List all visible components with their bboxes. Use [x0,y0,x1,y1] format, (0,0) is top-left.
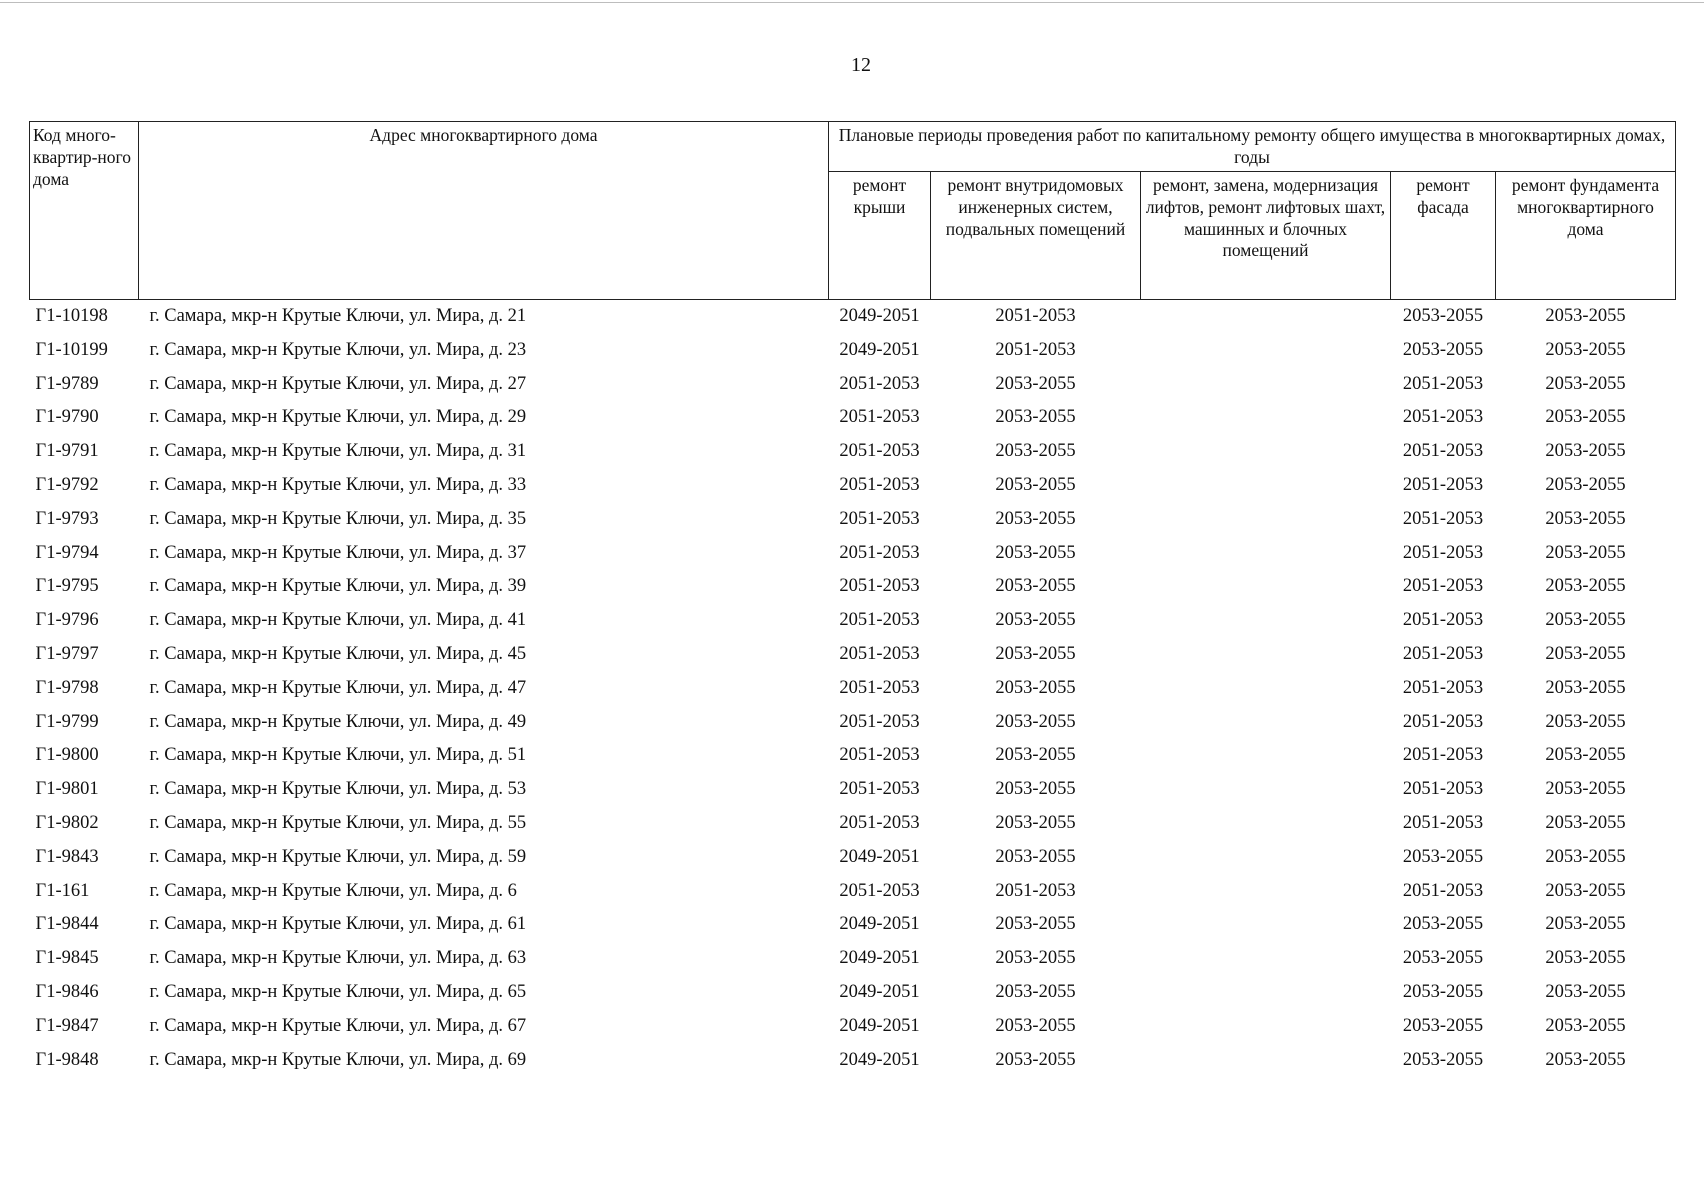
cell-code: Г1-9795 [35,576,99,597]
cell-engineering: 2053-2055 [995,1049,1076,1070]
cell-engineering: 2053-2055 [995,508,1076,529]
cell-elevators [1141,841,1391,875]
cell-address: г. Самара, мкр-н Крутые Ключи, ул. Мира, д. 47 [149,677,527,698]
cell-elevators [1141,705,1391,739]
cell-code: Г1-9845 [35,948,99,969]
cell-roof: 2051-2053 [839,745,920,766]
cell-elevators [1141,874,1391,908]
cell-roof: 2049-2051 [839,948,920,969]
cell-roof: 2051-2053 [839,373,920,394]
cell-address: г. Самара, мкр-н Крутые Ключи, ул. Мира, д. 23 [149,339,527,360]
cell-roof: 2049-2051 [839,1015,920,1036]
cell-foundation: 2053-2055 [1545,644,1626,665]
cell-roof: 2051-2053 [839,508,920,529]
cell-address: г. Самара, мкр-н Крутые Ключи, ул. Мира, д. 29 [149,407,527,428]
cell-address: г. Самара, мкр-н Крутые Ключи, ул. Мира, д. 55 [149,813,527,834]
table-row [30,435,1676,469]
cell-facade: 2051-2053 [1402,711,1484,732]
cell-code: Г1-9791 [35,441,99,462]
cell-facade: 2051-2053 [1402,373,1484,394]
cell-engineering: 2053-2055 [995,475,1076,496]
cell-facade: 2051-2053 [1402,677,1484,698]
cell-foundation: 2053-2055 [1545,813,1626,834]
cell-roof: 2051-2053 [839,441,920,462]
cell-engineering: 2051-2053 [995,880,1076,901]
cell-engineering: 2053-2055 [995,373,1076,394]
cell-elevators [1141,334,1391,368]
cell-address: г. Самара, мкр-н Крутые Ключи, ул. Мира, д. 53 [149,779,527,800]
cell-facade: 2053-2055 [1402,339,1484,360]
cell-roof: 2051-2053 [839,475,920,496]
header-row-top [30,122,1676,172]
cell-address: г. Самара, мкр-н Крутые Ключи, ул. Мира, д. 65 [149,982,527,1003]
cell-engineering: 2053-2055 [995,407,1076,428]
cell-foundation: 2053-2055 [1545,745,1626,766]
cell-foundation: 2053-2055 [1545,441,1626,462]
table-row [30,570,1676,604]
cell-address: г. Самара, мкр-н Крутые Ключи, ул. Мира, д. 6 [149,880,517,901]
table-row [30,299,1676,333]
cell-roof: 2049-2051 [839,982,920,1003]
cell-foundation: 2053-2055 [1545,610,1626,631]
cell-foundation: 2053-2055 [1545,373,1626,394]
cell-facade: 2053-2055 [1402,982,1484,1003]
cell-address: г. Самара, мкр-н Крутые Ключи, ул. Мира, д. 21 [149,306,527,327]
cell-code: Г1-9792 [35,475,99,496]
cell-foundation: 2053-2055 [1545,508,1626,529]
cell-code: Г1-9799 [35,711,99,732]
table-row [30,638,1676,672]
cell-facade: 2051-2053 [1402,644,1484,665]
cell-foundation: 2053-2055 [1545,711,1626,732]
cell-engineering: 2053-2055 [995,644,1076,665]
cell-facade: 2051-2053 [1402,576,1484,597]
cell-foundation: 2053-2055 [1545,1049,1626,1070]
cell-foundation: 2053-2055 [1545,846,1626,867]
header-engineering: ремонт внутридомовых инженерных систем, подвальных помещений [931,171,1141,299]
cell-code: Г1-9796 [35,610,99,631]
cell-code: Г1-9847 [35,1015,99,1036]
header-foundation: ремонт фундамента многоквартирного дома [1496,171,1676,299]
cell-roof: 2051-2053 [839,407,920,428]
cell-facade: 2051-2053 [1402,542,1484,563]
table-row [30,367,1676,401]
cell-address: г. Самара, мкр-н Крутые Ключи, ул. Мира, д. 31 [149,441,527,462]
cell-roof: 2049-2051 [839,306,920,327]
cell-code: Г1-9801 [35,779,99,800]
cell-address: г. Самара, мкр-н Крутые Ключи, ул. Мира, д. 51 [149,745,527,766]
cell-foundation: 2053-2055 [1545,542,1626,563]
table-row [30,334,1676,368]
table-row [30,1043,1676,1077]
cell-facade: 2053-2055 [1402,948,1484,969]
cell-facade: 2051-2053 [1402,745,1484,766]
cell-facade: 2051-2053 [1402,407,1484,428]
table-header [30,122,1676,300]
cell-engineering: 2053-2055 [995,441,1076,462]
cell-roof: 2049-2051 [839,846,920,867]
header-roof: ремонт крыши [829,171,931,299]
cell-elevators [1141,739,1391,773]
cell-code: Г1-161 [35,880,90,901]
cell-engineering: 2053-2055 [995,982,1076,1003]
cell-address: г. Самара, мкр-н Крутые Ключи, ул. Мира, д. 41 [149,610,527,631]
table-body [30,299,1676,1077]
table-row [30,976,1676,1010]
cell-foundation: 2053-2055 [1545,914,1626,935]
repair-plan-table [29,121,1676,1077]
cell-foundation: 2053-2055 [1545,407,1626,428]
cell-facade: 2051-2053 [1402,779,1484,800]
cell-facade: 2051-2053 [1402,441,1484,462]
cell-elevators [1141,469,1391,503]
cell-code: Г1-9843 [35,846,99,867]
cell-engineering: 2053-2055 [995,542,1076,563]
cell-elevators [1141,773,1391,807]
cell-address: г. Самара, мкр-н Крутые Ключи, ул. Мира, д. 39 [149,576,527,597]
cell-code: Г1-9844 [35,914,99,935]
top-border-line [0,2,1704,3]
cell-engineering: 2053-2055 [995,1015,1076,1036]
table-row [30,503,1676,537]
cell-elevators [1141,1043,1391,1077]
cell-facade: 2053-2055 [1402,306,1484,327]
cell-roof: 2051-2053 [839,677,920,698]
cell-elevators [1141,638,1391,672]
cell-roof: 2049-2051 [839,339,920,360]
cell-address: г. Самара, мкр-н Крутые Ключи, ул. Мира, д. 35 [149,508,527,529]
cell-engineering: 2053-2055 [995,745,1076,766]
table-row [30,672,1676,706]
cell-elevators [1141,503,1391,537]
table-row [30,773,1676,807]
table-row [30,841,1676,875]
cell-facade: 2053-2055 [1402,1049,1484,1070]
cell-engineering: 2051-2053 [995,306,1076,327]
cell-engineering: 2053-2055 [995,779,1076,800]
cell-facade: 2053-2055 [1402,914,1484,935]
table-row [30,705,1676,739]
cell-code: Г1-9800 [35,745,99,766]
cell-address: г. Самара, мкр-н Крутые Ключи, ул. Мира, д. 49 [149,711,527,732]
cell-engineering: 2053-2055 [995,711,1076,732]
cell-elevators [1141,604,1391,638]
table-row [30,739,1676,773]
cell-foundation: 2053-2055 [1545,576,1626,597]
cell-engineering: 2053-2055 [995,813,1076,834]
cell-elevators [1141,807,1391,841]
table-row [30,874,1676,908]
cell-address: г. Самара, мкр-н Крутые Ключи, ул. Мира, д. 33 [149,475,527,496]
cell-foundation: 2053-2055 [1545,339,1626,360]
cell-elevators [1141,942,1391,976]
cell-foundation: 2053-2055 [1545,475,1626,496]
cell-address: г. Самара, мкр-н Крутые Ключи, ул. Мира, д. 59 [149,846,527,867]
cell-facade: 2051-2053 [1402,813,1484,834]
cell-address: г. Самара, мкр-н Крутые Ключи, ул. Мира, д. 61 [149,914,527,935]
cell-roof: 2051-2053 [839,711,920,732]
cell-code: Г1-9793 [35,508,99,529]
cell-elevators [1141,570,1391,604]
cell-foundation: 2053-2055 [1545,948,1626,969]
cell-facade: 2051-2053 [1402,508,1484,529]
cell-roof: 2051-2053 [839,576,920,597]
cell-engineering: 2053-2055 [995,948,1076,969]
cell-elevators [1141,672,1391,706]
cell-facade: 2053-2055 [1402,846,1484,867]
cell-elevators [1141,367,1391,401]
cell-elevators [1141,976,1391,1010]
table-row [30,469,1676,503]
cell-foundation: 2053-2055 [1545,880,1626,901]
cell-roof: 2051-2053 [839,542,920,563]
header-address: Адрес многоквартирного дома [139,122,829,300]
cell-elevators [1141,536,1391,570]
page-number: 12 [851,54,871,76]
cell-code: Г1-9802 [35,813,99,834]
cell-engineering: 2053-2055 [995,677,1076,698]
cell-engineering: 2053-2055 [995,846,1076,867]
cell-address: г. Самара, мкр-н Крутые Ключи, ул. Мира, д. 27 [149,373,527,394]
cell-foundation: 2053-2055 [1545,1015,1626,1036]
cell-code: Г1-10198 [35,306,108,327]
table-row [30,604,1676,638]
cell-code: Г1-9794 [35,542,99,563]
cell-roof: 2049-2051 [839,1049,920,1070]
header-facade: ремонт фасада [1391,171,1496,299]
cell-roof: 2051-2053 [839,880,920,901]
cell-address: г. Самара, мкр-н Крутые Ключи, ул. Мира, д. 63 [149,948,527,969]
cell-code: Г1-9789 [35,373,99,394]
cell-code: Г1-9797 [35,644,99,665]
cell-address: г. Самара, мкр-н Крутые Ключи, ул. Мира, д. 69 [149,1049,527,1070]
cell-address: г. Самара, мкр-н Крутые Ключи, ул. Мира, д. 67 [149,1015,527,1036]
header-elevators: ремонт, замена, модернизация лифтов, ремонт лифтовых шахт, машинных и блочных помещений [1141,171,1391,299]
cell-code: Г1-9790 [35,407,99,428]
table-row [30,908,1676,942]
repair-plan-table-container [29,121,1676,1077]
cell-engineering: 2051-2053 [995,339,1076,360]
cell-code: Г1-9798 [35,677,99,698]
cell-engineering: 2053-2055 [995,576,1076,597]
cell-code: Г1-10199 [35,339,108,360]
cell-elevators [1141,401,1391,435]
cell-facade: 2051-2053 [1402,880,1484,901]
cell-roof: 2051-2053 [839,610,920,631]
cell-elevators [1141,908,1391,942]
table-row [30,536,1676,570]
cell-facade: 2051-2053 [1402,475,1484,496]
table-row [30,1009,1676,1043]
table-row [30,807,1676,841]
table-row [30,942,1676,976]
cell-roof: 2051-2053 [839,779,920,800]
cell-code: Г1-9846 [35,982,99,1003]
cell-elevators [1141,299,1391,333]
cell-foundation: 2053-2055 [1545,779,1626,800]
header-code: Код много-квартир-ного дома [30,122,139,300]
cell-foundation: 2053-2055 [1545,982,1626,1003]
cell-elevators [1141,1009,1391,1043]
cell-elevators [1141,435,1391,469]
cell-facade: 2053-2055 [1402,1015,1484,1036]
table-row [30,401,1676,435]
cell-engineering: 2053-2055 [995,914,1076,935]
cell-roof: 2051-2053 [839,644,920,665]
cell-facade: 2051-2053 [1402,610,1484,631]
cell-code: Г1-9848 [35,1049,99,1070]
cell-engineering: 2053-2055 [995,610,1076,631]
header-periods-group: Плановые периоды проведения работ по капитальному ремонту общего имущества в многоквартирных домах, годы [829,122,1676,172]
cell-roof: 2049-2051 [839,914,920,935]
cell-foundation: 2053-2055 [1545,306,1626,327]
cell-roof: 2051-2053 [839,813,920,834]
cell-address: г. Самара, мкр-н Крутые Ключи, ул. Мира, д. 37 [149,542,527,563]
cell-address: г. Самара, мкр-н Крутые Ключи, ул. Мира, д. 45 [149,644,527,665]
cell-foundation: 2053-2055 [1545,677,1626,698]
